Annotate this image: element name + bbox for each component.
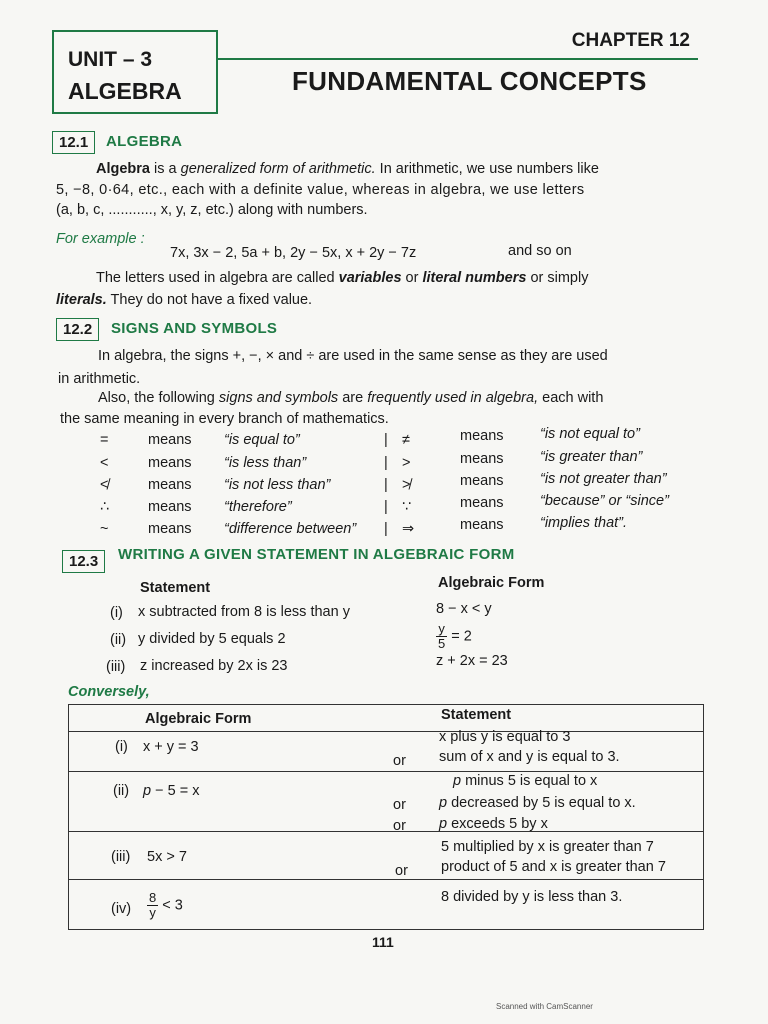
conversely-table [68, 704, 704, 930]
algebraic-form: z + 2x = 23 [436, 653, 508, 669]
text-run: is a [150, 161, 181, 177]
section-number: 12.2 [56, 318, 99, 341]
table-statement: 5 multiplied by x is greater than 7 [441, 839, 654, 855]
variable-p: p [453, 773, 462, 789]
table-row-number: (ii) [113, 783, 130, 799]
paragraph-line [96, 159, 599, 179]
paragraph-line: In algebra, the signs +, −, × and ÷ are used in the same sense as they are used [98, 348, 608, 364]
statement-text: x subtracted from 8 is less than y [138, 604, 350, 620]
text-run: each with [538, 390, 604, 406]
text-run: exceeds 5 by x [447, 816, 548, 832]
section-title: ALGEBRA [106, 133, 183, 150]
sign-meaning: “is not greater than” [540, 471, 667, 487]
text-run: decreased by 5 is equal to x. [447, 795, 636, 811]
fraction [147, 891, 158, 920]
numerator: y [436, 622, 447, 637]
sign-symbol: ≠ [402, 432, 410, 448]
text-run: Also, the following [98, 390, 219, 406]
fraction [436, 622, 447, 651]
denominator: y [149, 905, 156, 920]
table-row-number: (iii) [111, 849, 131, 865]
sign-symbol: ⇒ [402, 521, 415, 537]
text-run: minus 5 is equal to x [461, 773, 598, 789]
column-divider: | [384, 521, 388, 537]
algebraic-form [436, 622, 472, 651]
paragraph-line: the same meaning in every branch of mathematics. [60, 411, 389, 427]
sign-meaning: “is not less than” [224, 477, 331, 493]
statement-text: z increased by 2x is 23 [140, 658, 288, 674]
or-label: or [393, 797, 406, 813]
algebraic-form: 8 − x < y [436, 601, 492, 617]
statement-row-number: (i) [110, 605, 123, 621]
column-divider: | [384, 432, 388, 448]
sign-symbol: ∵ [402, 499, 412, 515]
table-row-number: (i) [115, 739, 128, 755]
sign-symbol: > [402, 455, 411, 471]
table-statement: x plus y is equal to 3 [439, 729, 571, 745]
sign-meaning: “is less than” [224, 455, 307, 471]
text-run: The letters used in algebra are called [96, 270, 339, 286]
or-label: or [395, 863, 408, 879]
text-run: or simply [526, 270, 589, 286]
table-header-statement: Statement [441, 707, 512, 723]
means-label: means [460, 495, 504, 511]
sign-meaning: “is equal to” [224, 432, 300, 448]
conversely-label: Conversely, [68, 684, 150, 700]
unit-box [52, 30, 218, 114]
means-label: means [148, 432, 192, 448]
example-expressions: 7x, 3x − 2, 5a + b, 2y − 5x, x + 2y − 7z [170, 245, 417, 261]
chapter-title: FUNDAMENTAL CONCEPTS [292, 66, 647, 96]
example-tail: and so on [508, 243, 572, 259]
means-label: means [148, 499, 192, 515]
text-run: They do not have a fixed value. [106, 292, 313, 308]
term-literal-numbers: literal numbers [422, 270, 527, 286]
section-title: WRITING A GIVEN STATEMENT IN ALGEBRAIC FORM [118, 546, 515, 563]
statement-row-number: (ii) [110, 632, 127, 648]
sign-symbol: < [100, 455, 109, 471]
means-label: means [460, 428, 504, 444]
paragraph-line: 5, −8, 0·64, etc., each with a definite value, whereas in algebra, we use letters [56, 182, 585, 198]
text-run: generalized form of arithmetic. [180, 161, 376, 177]
text-run: − 5 = x [151, 783, 200, 799]
variable-p: p [439, 816, 448, 832]
sign-symbol: = [100, 432, 109, 448]
text-run: or [401, 270, 423, 286]
term-algebra: Algebra [96, 161, 150, 177]
table-header-algebraic: Algebraic Form [145, 711, 252, 727]
table-rule [69, 731, 703, 732]
example-label: For example : [56, 231, 145, 247]
table-algebraic-form [147, 891, 183, 920]
numerator: 8 [149, 890, 157, 905]
sign-meaning: “implies that”. [540, 515, 628, 531]
or-label: or [393, 753, 406, 769]
table-statement [439, 795, 636, 811]
table-row-number: (iv) [111, 901, 132, 917]
algebraic-column-header: Algebraic Form [438, 575, 545, 591]
table-algebraic-form: 5x > 7 [147, 849, 187, 865]
sign-symbol: ~ [100, 521, 109, 537]
unit-name: ALGEBRA [68, 78, 182, 104]
variable-p: p [143, 783, 152, 799]
column-divider: | [384, 499, 388, 515]
means-label: means [148, 477, 192, 493]
text-run: < 3 [162, 897, 183, 914]
sign-row [0, 493, 768, 519]
table-statement: 8 divided by y is less than 3. [441, 889, 623, 905]
sign-meaning: “is greater than” [540, 449, 643, 465]
text-run: In arithmetic, we use numbers like [375, 161, 599, 177]
sign-symbol: ≮ [100, 477, 109, 493]
paragraph-line [56, 290, 312, 310]
text-run: are [338, 390, 368, 406]
chapter-label: CHAPTER 12 [571, 30, 690, 51]
text-run: = 2 [451, 628, 472, 645]
statement-row-number: (iii) [106, 659, 126, 675]
means-label: means [148, 521, 192, 537]
column-divider: | [384, 477, 388, 493]
means-label: means [460, 473, 504, 489]
text-run: signs and symbols [218, 390, 339, 406]
paragraph-line: (a, b, c, ..........., x, y, z, etc.) along with numbers. [56, 202, 368, 218]
statement-text: y divided by 5 equals 2 [138, 631, 286, 647]
table-algebraic-form [143, 783, 199, 799]
sign-row [0, 426, 768, 452]
table-statement: sum of x and y is equal to 3. [439, 749, 620, 765]
header-rule [218, 58, 698, 60]
paragraph-line: in arithmetic. [58, 371, 141, 387]
means-label: means [460, 517, 504, 533]
table-statement [453, 773, 597, 789]
unit-number: UNIT – 3 [68, 48, 153, 71]
table-rule [69, 771, 703, 772]
column-divider: | [384, 455, 388, 471]
paragraph-line [96, 268, 588, 288]
or-label: or [393, 818, 406, 834]
table-rule [69, 831, 703, 832]
statement-column-header: Statement [140, 580, 211, 596]
means-label: means [460, 451, 504, 467]
scanner-watermark: Scanned with CamScanner [496, 1002, 593, 1011]
table-rule [69, 879, 703, 880]
sign-meaning: “because” or “since” [540, 493, 669, 509]
sign-symbol: ∴ [100, 499, 110, 515]
sign-meaning: “is not equal to” [540, 426, 640, 442]
term-variables: variables [338, 270, 402, 286]
paragraph-line [98, 388, 603, 408]
denominator: 5 [438, 636, 446, 651]
table-statement [439, 816, 548, 832]
text-run: frequently used in algebra, [367, 390, 539, 406]
sign-meaning: “difference between” [224, 521, 357, 537]
section-title: SIGNS AND SYMBOLS [111, 320, 278, 337]
term-literals: literals. [56, 292, 107, 308]
section-number: 12.3 [62, 550, 105, 573]
section-number: 12.1 [52, 131, 95, 154]
sign-meaning: “therefore” [224, 499, 292, 515]
variable-p: p [439, 795, 448, 811]
page-number: 111 [372, 934, 394, 950]
table-statement: product of 5 and x is greater than 7 [441, 859, 666, 875]
sign-row [0, 515, 768, 541]
means-label: means [148, 455, 192, 471]
table-algebraic-form: x + y = 3 [143, 739, 199, 755]
sign-symbol: ≯ [402, 477, 411, 493]
